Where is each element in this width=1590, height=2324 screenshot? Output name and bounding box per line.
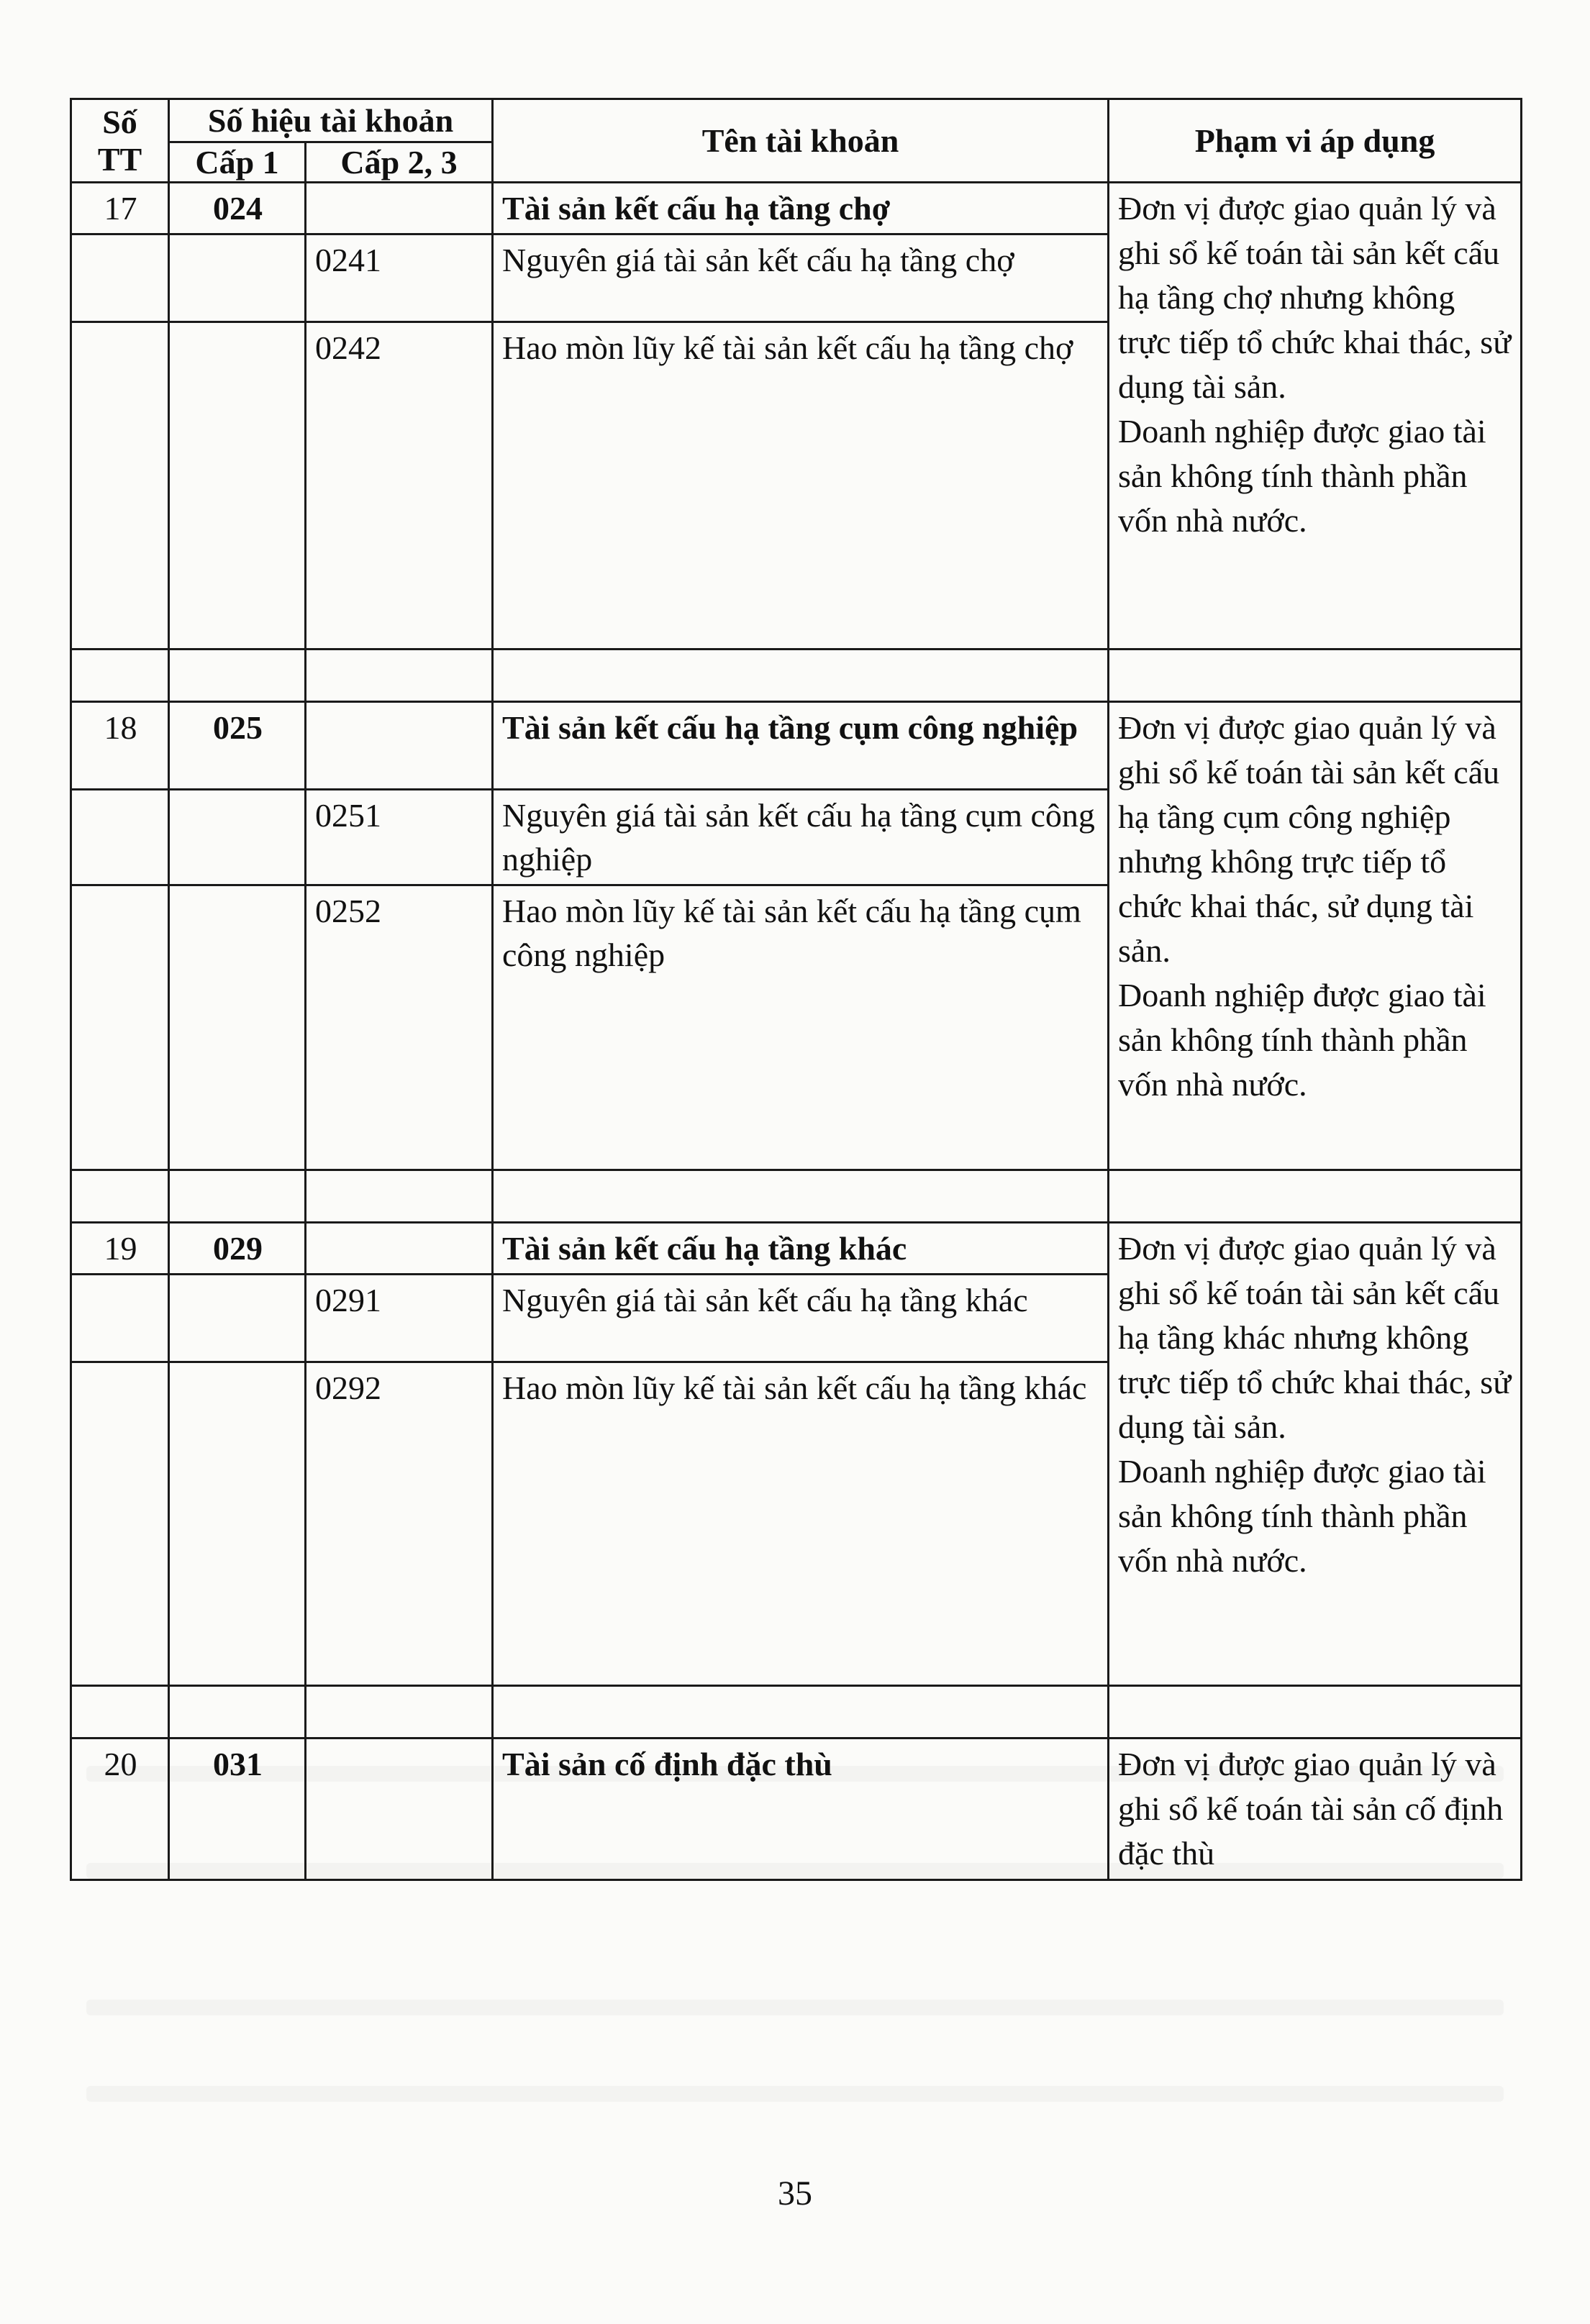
scope-text: Đơn vị được giao quản lý và ghi sổ kế toán tài sản kết cấu hạ tầng khác nhưng không trực tiếp tổ chức khai thác, sử dụng tài sản.	[1118, 1230, 1512, 1445]
row-stt: 20	[71, 1739, 169, 1880]
table-spacer-row	[71, 650, 1522, 702]
row-scope	[1109, 702, 1522, 1170]
row-account-level1: 024	[169, 183, 306, 234]
row-stt: 17	[71, 183, 169, 234]
row-account-name: Hao mòn lũy kế tài sản kết cấu hạ tầng chợ	[493, 322, 1109, 650]
scope-text: Đơn vị được giao quản lý và ghi sổ kế toán tài sản kết cấu hạ tầng cụm công nghiệp nhưng không trực tiếp tổ chức khai thác, sử dụng tài sản.	[1118, 709, 1500, 969]
bleed-through-artifact	[86, 2000, 1504, 2015]
row-account-name: Nguyên giá tài sản kết cấu hạ tầng khác	[493, 1275, 1109, 1362]
row-account-level2: 0242	[306, 322, 493, 650]
table-spacer-row	[71, 1170, 1522, 1223]
row-account-level1: 029	[169, 1223, 306, 1275]
row-stt: 18	[71, 702, 169, 790]
row-account-level2: 0291	[306, 1275, 493, 1362]
scope-text-secondary: Doanh nghiệp được giao tài sản không tính thành phần vốn nhà nước.	[1118, 413, 1486, 539]
row-account-level2: 0252	[306, 885, 493, 1170]
row-account-level2: 0241	[306, 234, 493, 322]
table-row	[71, 702, 1522, 790]
header-level1: Cấp 1	[169, 142, 306, 183]
table-row	[71, 183, 1522, 234]
row-account-name: Nguyên giá tài sản kết cấu hạ tầng chợ	[493, 234, 1109, 322]
row-account-level1: 031	[169, 1739, 306, 1880]
scope-text-secondary: Doanh nghiệp được giao tài sản không tính thành phần vốn nhà nước.	[1118, 977, 1486, 1103]
table-spacer-row	[71, 1686, 1522, 1739]
row-account-level2: 0292	[306, 1362, 493, 1686]
row-account-name: Tài sản kết cấu hạ tầng chợ	[493, 183, 1109, 234]
header-stt-line2: TT	[97, 140, 142, 178]
header-account-name: Tên tài khoản	[493, 99, 1109, 183]
scope-text: Đơn vị được giao quản lý và ghi sổ kế toán tài sản kết cấu hạ tầng chợ nhưng không trực tiếp tổ chức khai thác, sử dụng tài sản.	[1118, 190, 1512, 405]
scope-text-secondary: Doanh nghiệp được giao tài sản không tính thành phần vốn nhà nước.	[1118, 1453, 1486, 1579]
scope-text: Đơn vị được giao quản lý và ghi sổ kế toán tài sản cố định đặc thù	[1118, 1746, 1504, 1872]
row-scope	[1109, 1223, 1522, 1686]
row-stt: 19	[71, 1223, 169, 1275]
row-account-level2: 0251	[306, 790, 493, 885]
header-level23: Cấp 2, 3	[306, 142, 493, 183]
table-row	[71, 1739, 1522, 1880]
row-account-name: Tài sản kết cấu hạ tầng cụm công nghiệp	[493, 702, 1109, 790]
row-scope	[1109, 183, 1522, 650]
row-account-name: Tài sản cố định đặc thù	[493, 1739, 1109, 1880]
row-account-name: Nguyên giá tài sản kết cấu hạ tầng cụm công nghiệp	[493, 790, 1109, 885]
row-account-name: Tài sản kết cấu hạ tầng khác	[493, 1223, 1109, 1275]
header-scope: Phạm vi áp dụng	[1109, 99, 1522, 183]
page-number: 35	[778, 2174, 812, 2213]
row-account-name: Hao mòn lũy kế tài sản kết cấu hạ tầng khác	[493, 1362, 1109, 1686]
header-stt-line1: Số	[102, 103, 137, 140]
chart-of-accounts-table	[70, 98, 1522, 1881]
row-scope	[1109, 1739, 1522, 1880]
bleed-through-artifact	[86, 2086, 1504, 2102]
row-account-level1: 025	[169, 702, 306, 790]
header-stt	[71, 99, 169, 183]
header-account-numbers: Số hiệu tài khoản	[169, 99, 493, 142]
table-row	[71, 1223, 1522, 1275]
row-account-name: Hao mòn lũy kế tài sản kết cấu hạ tầng cụm công nghiệp	[493, 885, 1109, 1170]
